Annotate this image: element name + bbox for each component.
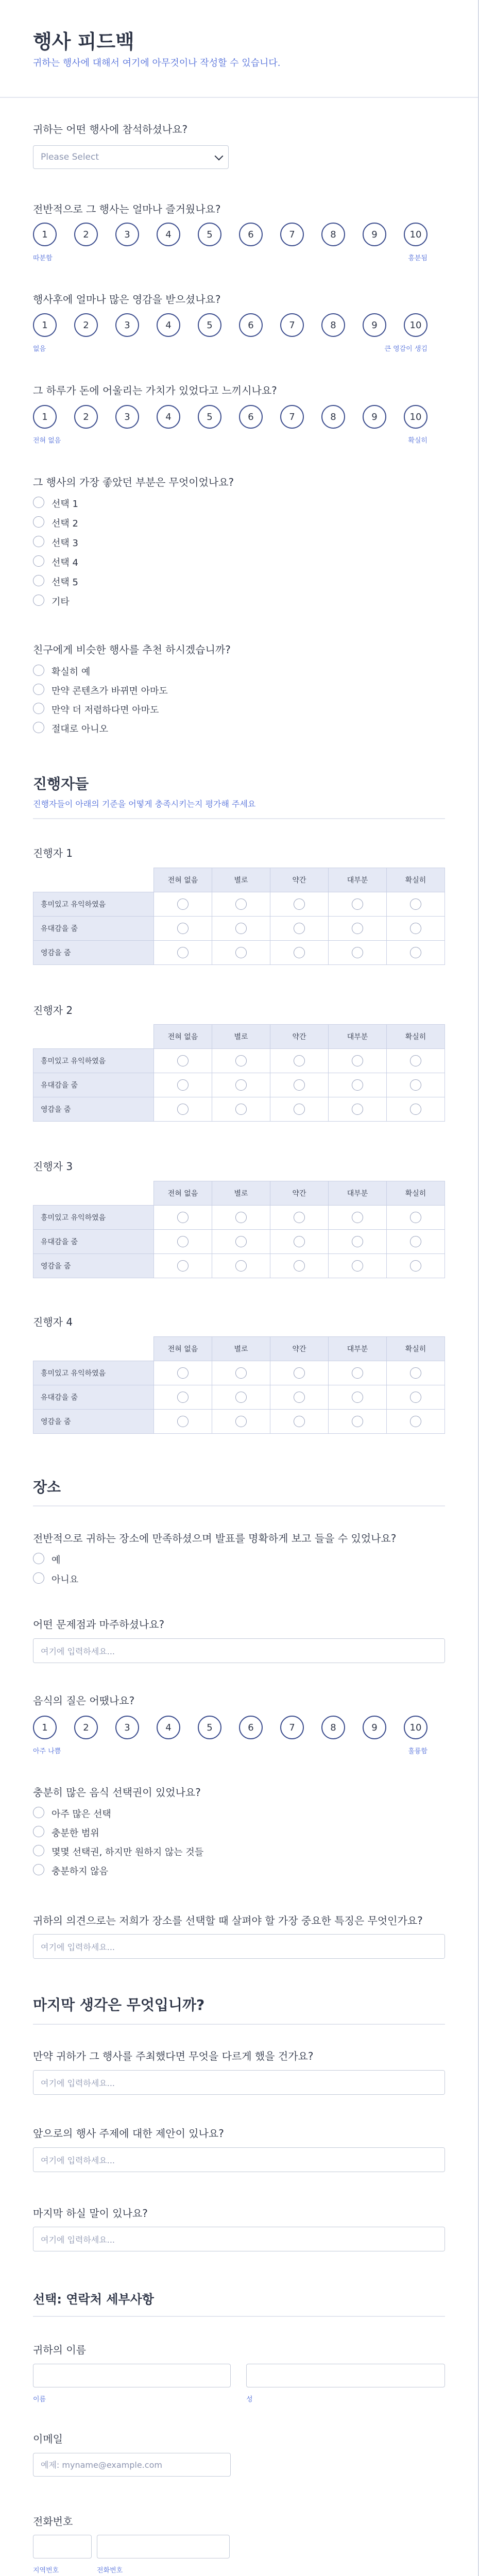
phone-number-input[interactable] [97, 2535, 230, 2558]
matrix-cell[interactable] [270, 1230, 329, 1254]
radio-button[interactable] [33, 1553, 44, 1564]
radio-button[interactable] [177, 1079, 189, 1091]
radio-button[interactable] [33, 665, 44, 676]
radio-button[interactable] [410, 1367, 421, 1379]
matrix-cell[interactable] [212, 1361, 270, 1385]
event-question-label: 귀하는 어떤 행사에 참석하셨나요? [33, 123, 188, 135]
rating-option[interactable]: 9 [363, 313, 386, 337]
matrix-row [33, 941, 445, 965]
matrix-row-label: 흥미있고 유익하였음 [33, 1049, 154, 1073]
matrix-row [33, 1230, 445, 1254]
matrix-row [33, 1361, 445, 1385]
email-label: 이메일 [33, 2433, 63, 2445]
matrix-cell[interactable] [212, 1049, 270, 1073]
speaker-title: 진행자 2 [33, 1004, 73, 1016]
enjoy-scale-max: 흥분됨 [408, 255, 427, 262]
radio-button[interactable] [352, 947, 363, 958]
matrix-cell[interactable] [212, 1206, 270, 1230]
form-card: 행사 피드백 귀하는 행사에 대해서 여기에 아무것이나 작성할 수 있습니다. 귀하는 어떤 행사에 참석하셨나요? Please Select 전반적으로 그 행사는 얼마나 즐거웠나요? 1 2 3 4 5 6 7 8 9 10 따분함 흥분됨 행사후에 얼마나 많은 영감을 받으셨나요? 1 2 3 4 5 6 7 8 9 10 없음 큰 영감이 생김 그 하루가 돈에 어울리는 가치가 있었다고 느끼시나요? 1 2 3 4 5 6 7 8 9 10 전혀 없음 확실히 그 행사의 가장 좋았던 부분은 무엇이었나요? 선택 1 선택 2 선택 3 선택 4 선택 5 기타 친구에게 비슷한 행사를 추천 하시겠습니까? 확실히 예 만약 콘텐츠가 바뀌면 아마도 만약 더 저렴하다면 아마도 절대로 아니오 진행자들 진행자들이 아래의 기준을 어떻게 충족시키는지 평가해 주세요 진행자 1 전혀 없음 별로 약간 대부분 확실히 흥미있고 유익하였음 유대감을 줌 영감을 줌 진행자 2 전혀 없음 별로 약간 대부분 확실히 흥미있고 유익하였음 유대감을 줌 영감을 줌 진행자 3 전혀 없음 별로 약간 대부분 확실히 흥미있고 유익하였음 유대감을 줌 영감을 줌 진행자 4 전혀 없음 별로 약간 대부분 확실히 흥미있고 유익하였음 유대감을 줌 영감을 줌 장소 전반적으로 귀하는 장소에 만족하셨으며 발표를 명확하게 보고 들을 수 있었나요? 예 아니요 어떤 문제점과 마주하셨나요? 여기에 입력하세요... 음식의 질은 어땠나요? 1 2 3 4 5 6 7 8 9 10 아주 나쁨 훌륭함 충분히 많은 음식 선택권이 있었나요? 아주 많은 선택 충분한 범위 몇몇 선택권, 하지만 원하지 않는 것들 충분하지 않음 귀하의 의견으로는 저희가 장소를 선택할 때 살펴야 할 가장 중요한 특징은 무엇인가요? 여기에 입력하세요... 마지막 생각은 무엇입니까? 만약 귀하가 그 행사를 주최했다면 무엇을 다르게 했을 건가요? 여기에 입력하세요... 앞으로의 행사 주제에 대한 제안이 있나요? 여기에 입력하세요... 마지막 하실 말이 있나요? 여기에 입력하세요... 선택: 연락처 세부사항 귀하의 이름 이름 성 이메일 예제: myname@example.com 전화번호 지역번호 전화번호 [0, 0, 479, 2576]
final-topics-question-label: 앞으로의 행사 주제에 대한 제안이 있나요? [33, 2127, 224, 2140]
matrix-column-header: 약간 [270, 868, 329, 892]
rating-option[interactable]: 3 [115, 223, 139, 246]
final-section-title: 마지막 생각은 무엇입니까? [33, 1996, 205, 2013]
radio-button[interactable] [177, 899, 189, 910]
radio-button[interactable] [410, 1392, 421, 1403]
matrix-row-label: 흥미있고 유익하였음 [33, 1361, 154, 1385]
matrix-corner [33, 868, 154, 892]
matrix-cell[interactable] [154, 1361, 212, 1385]
radio-button[interactable] [410, 1416, 421, 1427]
recommend-question-label: 친구에게 비슷한 행사를 추천 하시겠습니까? [33, 643, 231, 656]
matrix-column-header: 전혀 없음 [154, 868, 212, 892]
matrix-cell[interactable] [387, 1385, 445, 1410]
matrix-cell[interactable] [387, 892, 445, 917]
rating-option[interactable]: 4 [157, 313, 180, 337]
matrix-cell[interactable] [270, 1254, 329, 1278]
matrix-cell[interactable] [387, 1206, 445, 1230]
radio-button[interactable] [235, 1079, 247, 1091]
radio-button[interactable] [352, 1212, 363, 1223]
rating-option[interactable]: 6 [239, 223, 263, 246]
matrix-row-label: 영감을 줌 [33, 1254, 154, 1278]
radio-button[interactable] [235, 1212, 247, 1223]
rating-option[interactable]: 4 [157, 405, 180, 429]
rating-option[interactable]: 10 [404, 313, 427, 337]
matrix-cell[interactable] [387, 1097, 445, 1122]
form-subtitle: 귀하는 행사에 대해서 여기에 아무것이나 작성할 수 있습니다. [33, 58, 281, 69]
matrix-cell[interactable] [212, 1230, 270, 1254]
rating-option[interactable]: 2 [74, 223, 98, 246]
speaker-matrix [33, 1181, 445, 1278]
rating-option[interactable]: 10 [404, 223, 427, 246]
rating-option[interactable]: 6 [239, 405, 263, 429]
matrix-column-header: 확실히 [387, 1025, 445, 1049]
matrix-row-label: 영감을 줌 [33, 941, 154, 965]
matrix-cell[interactable] [154, 1385, 212, 1410]
radio-button[interactable] [352, 1236, 363, 1247]
rating-option[interactable]: 7 [280, 405, 304, 429]
radio-button[interactable] [33, 555, 44, 567]
rating-option[interactable]: 8 [321, 313, 345, 337]
final-last-textarea[interactable] [33, 2227, 445, 2251]
radio-button[interactable] [352, 1367, 363, 1379]
value-scale [33, 405, 430, 430]
radio-button[interactable] [33, 516, 44, 528]
matrix-row [33, 1206, 445, 1230]
rating-option[interactable]: 5 [198, 313, 221, 337]
rating-option[interactable]: 2 [74, 1716, 98, 1739]
radio-button[interactable] [410, 923, 421, 934]
matrix-cell[interactable] [329, 1361, 387, 1385]
matrix-cell[interactable] [212, 1254, 270, 1278]
rating-option[interactable]: 5 [198, 223, 221, 246]
radio-button[interactable] [177, 1260, 189, 1272]
final-last-question-label: 마지막 하실 말이 있나요? [33, 2207, 148, 2219]
enjoy-scale-min: 따분함 [33, 255, 53, 262]
radio-button[interactable] [294, 1212, 305, 1223]
chevron-down-icon [215, 152, 224, 161]
matrix-column-header: 전혀 없음 [154, 1025, 212, 1049]
rating-option[interactable]: 8 [321, 223, 345, 246]
radio-button[interactable] [33, 684, 44, 695]
rating-option[interactable]: 3 [115, 1716, 139, 1739]
phone-label: 전화번호 [33, 2515, 73, 2528]
radio-button[interactable] [235, 947, 247, 958]
inspire-scale [33, 313, 430, 338]
matrix-cell[interactable] [154, 892, 212, 917]
radio-button[interactable] [352, 1079, 363, 1091]
speaker-matrix [33, 868, 445, 965]
rating-option[interactable]: 6 [239, 1716, 263, 1739]
matrix-column-header: 별로 [212, 1337, 270, 1361]
header-divider [0, 97, 478, 98]
matrix-column-header: 대부분 [329, 1181, 387, 1206]
radio-button[interactable] [177, 947, 189, 958]
last-name-sublabel: 성 [246, 2396, 253, 2403]
event-select[interactable] [33, 145, 229, 169]
radio-button[interactable] [410, 1055, 421, 1066]
matrix-cell[interactable] [329, 892, 387, 917]
matrix-row [33, 917, 445, 941]
matrix-row-label: 유대감을 줌 [33, 1385, 154, 1410]
venue-issues-question-label: 어떤 문제점과 마주하셨나요? [33, 1618, 165, 1631]
radio-button[interactable] [235, 1260, 247, 1272]
speaker-title: 진행자 3 [33, 1160, 73, 1173]
inspire-question-label: 행사후에 얼마나 많은 영감을 받으셨나요? [33, 293, 221, 306]
value-scale-min: 전혀 없음 [33, 437, 61, 445]
rating-option[interactable]: 2 [74, 313, 98, 337]
radio-button[interactable] [294, 1055, 305, 1066]
rating-option[interactable]: 1 [33, 313, 57, 337]
matrix-cell[interactable] [154, 917, 212, 941]
radio-button[interactable] [33, 595, 44, 606]
radio-button[interactable] [177, 1055, 189, 1066]
inspire-scale-max: 큰 영감이 생김 [384, 345, 427, 353]
matrix-cell[interactable] [270, 1049, 329, 1073]
radio-button[interactable] [410, 1236, 421, 1247]
rating-option[interactable]: 5 [198, 405, 221, 429]
radio-button[interactable] [235, 1236, 247, 1247]
speaker-matrix [33, 1336, 445, 1434]
radio-button[interactable] [410, 947, 421, 958]
matrix-cell[interactable] [154, 941, 212, 965]
value-scale-max: 확실히 [408, 437, 427, 445]
event-select-placeholder: Please Select [41, 152, 99, 162]
enjoy-scale [33, 223, 430, 247]
radio-button[interactable] [33, 1807, 44, 1818]
area-code-sublabel: 지역번호 [33, 2567, 59, 2574]
matrix-cell[interactable] [329, 1254, 387, 1278]
food-scale-max: 훌륭함 [408, 1748, 427, 1755]
speaker-title: 진행자 4 [33, 1316, 73, 1328]
enjoy-question-label: 전반적으로 그 행사는 얼마나 즐거웠나요? [33, 203, 221, 215]
radio-button[interactable] [352, 899, 363, 910]
matrix-column-header: 별로 [212, 1181, 270, 1206]
radio-button[interactable] [33, 1845, 44, 1856]
matrix-cell[interactable] [212, 892, 270, 917]
venue-section-title: 장소 [33, 1479, 61, 1496]
radio-button[interactable] [235, 923, 247, 934]
matrix-cell[interactable] [154, 1097, 212, 1122]
rating-option[interactable]: 9 [363, 223, 386, 246]
matrix-cell[interactable] [270, 941, 329, 965]
matrix-corner [33, 1181, 154, 1206]
matrix-cell[interactable] [154, 1073, 212, 1097]
radio-button[interactable] [410, 1079, 421, 1091]
matrix-cell[interactable] [212, 917, 270, 941]
radio-button[interactable] [352, 1055, 363, 1066]
matrix-cell[interactable] [154, 1254, 212, 1278]
matrix-cell[interactable] [154, 1230, 212, 1254]
matrix-column-header: 전혀 없음 [154, 1181, 212, 1206]
matrix-row [33, 892, 445, 917]
matrix-column-header: 대부분 [329, 1337, 387, 1361]
matrix-row [33, 1073, 445, 1097]
radio-button[interactable] [33, 536, 44, 547]
radio-button[interactable] [294, 1367, 305, 1379]
radio-button[interactable] [177, 1416, 189, 1427]
matrix-cell[interactable] [329, 1073, 387, 1097]
radio-button[interactable] [294, 1079, 305, 1091]
speaker-title: 진행자 1 [33, 847, 73, 859]
radio-button[interactable] [410, 899, 421, 910]
radio-button[interactable] [33, 575, 44, 586]
radio-button[interactable] [33, 1572, 44, 1584]
rating-option[interactable]: 3 [115, 405, 139, 429]
best-part-question-label: 그 행사의 가장 좋았던 부분은 무엇이었나요? [33, 476, 234, 488]
matrix-column-header: 약간 [270, 1025, 329, 1049]
radio-button[interactable] [352, 1416, 363, 1427]
matrix-row [33, 1385, 445, 1410]
radio-button[interactable] [294, 947, 305, 958]
matrix-cell[interactable] [270, 1073, 329, 1097]
final-change-question-label: 만약 귀하가 그 행사를 주최했다면 무엇을 다르게 했을 건가요? [33, 2050, 314, 2062]
inspire-scale-min: 없음 [33, 345, 46, 353]
radio-button[interactable] [33, 1826, 44, 1837]
radio-button[interactable] [177, 923, 189, 934]
matrix-cell[interactable] [270, 1206, 329, 1230]
radio-button[interactable] [33, 703, 44, 714]
venue-hear-question-label: 전반적으로 귀하는 장소에 만족하셨으며 발표를 명확하게 보고 들을 수 있었나요? [33, 1532, 397, 1545]
radio-button[interactable] [410, 1212, 421, 1223]
matrix-corner [33, 1025, 154, 1049]
matrix-column-header: 약간 [270, 1181, 329, 1206]
rating-option[interactable]: 7 [280, 223, 304, 246]
matrix-row-label: 유대감을 줌 [33, 1230, 154, 1254]
rating-option[interactable]: 1 [33, 1716, 57, 1739]
venue-feature-textarea[interactable] [33, 1934, 445, 1959]
food-quality-scale [33, 1716, 430, 1740]
matrix-column-header: 확실히 [387, 1181, 445, 1206]
radio-button[interactable] [33, 722, 44, 733]
matrix-cell[interactable] [329, 917, 387, 941]
speakers-section-subtitle: 진행자들이 아래의 기준을 어떻게 충족시키는지 평가해 주세요 [33, 799, 256, 809]
radio-button[interactable] [294, 1104, 305, 1115]
matrix-row-label: 흥미있고 유익하였음 [33, 1206, 154, 1230]
venue-issues-textarea[interactable] [33, 1638, 445, 1663]
contact-section-title: 선택: 연락처 세부사항 [33, 2292, 154, 2307]
matrix-row-label: 영감을 줌 [33, 1097, 154, 1122]
matrix-cell[interactable] [270, 1410, 329, 1434]
rating-option[interactable]: 2 [74, 405, 98, 429]
matrix-cell[interactable] [387, 941, 445, 965]
radio-button[interactable] [177, 1367, 189, 1379]
radio-button[interactable] [33, 497, 44, 508]
venue-feature-question-label: 귀하의 의견으로는 저희가 장소를 선택할 때 살펴야 할 가장 중요한 특징은 무엇인가요? [33, 1914, 423, 1927]
matrix-cell[interactable] [270, 1097, 329, 1122]
radio-button[interactable] [33, 1864, 44, 1875]
matrix-column-header: 확실히 [387, 868, 445, 892]
matrix-column-header: 전혀 없음 [154, 1337, 212, 1361]
radio-button[interactable] [177, 1212, 189, 1223]
matrix-cell[interactable] [387, 1230, 445, 1254]
rating-option[interactable]: 3 [115, 313, 139, 337]
matrix-row [33, 1410, 445, 1434]
radio-button[interactable] [235, 1055, 247, 1066]
matrix-cell[interactable] [212, 1097, 270, 1122]
matrix-cell[interactable] [329, 1206, 387, 1230]
radio-button[interactable] [352, 1104, 363, 1115]
matrix-row-label: 유대감을 줌 [33, 917, 154, 941]
speaker-matrix [33, 1024, 445, 1122]
rating-option[interactable]: 5 [198, 1716, 221, 1739]
food-quality-question-label: 음식의 질은 어땠나요? [33, 1694, 135, 1707]
form-title: 행사 피드백 [33, 30, 134, 53]
food-scale-min: 아주 나쁨 [33, 1748, 61, 1755]
radio-button[interactable] [235, 1104, 247, 1115]
matrix-row [33, 1049, 445, 1073]
matrix-cell[interactable] [329, 1097, 387, 1122]
last-name-input[interactable] [246, 2364, 445, 2387]
matrix-cell[interactable] [270, 1361, 329, 1385]
matrix-cell[interactable] [212, 1410, 270, 1434]
matrix-row-label: 흥미있고 유익하였음 [33, 892, 154, 917]
matrix-cell[interactable] [329, 1049, 387, 1073]
matrix-column-header: 대부분 [329, 1025, 387, 1049]
matrix-column-header: 별로 [212, 868, 270, 892]
radio-button[interactable] [352, 1392, 363, 1403]
matrix-cell[interactable] [387, 1073, 445, 1097]
rating-option[interactable]: 8 [321, 1716, 345, 1739]
email-input[interactable] [33, 2453, 231, 2477]
contact-section-divider [33, 2316, 445, 2317]
area-code-input[interactable] [33, 2535, 92, 2558]
matrix-column-header: 약간 [270, 1337, 329, 1361]
rating-option[interactable]: 6 [239, 313, 263, 337]
matrix-cell[interactable] [154, 1410, 212, 1434]
matrix-cell[interactable] [387, 917, 445, 941]
matrix-cell[interactable] [270, 1385, 329, 1410]
matrix-cell[interactable] [154, 1206, 212, 1230]
rating-option[interactable]: 10 [404, 405, 427, 429]
matrix-column-header: 확실히 [387, 1337, 445, 1361]
matrix-cell[interactable] [329, 941, 387, 965]
rating-option[interactable]: 7 [280, 313, 304, 337]
radio-button[interactable] [235, 1416, 247, 1427]
speakers-section-divider [33, 818, 445, 819]
venue-section-divider [33, 1505, 445, 1506]
matrix-row-label: 영감을 줌 [33, 1410, 154, 1434]
matrix-cell[interactable] [212, 1073, 270, 1097]
rating-option[interactable]: 4 [157, 1716, 180, 1739]
radio-button[interactable] [294, 899, 305, 910]
matrix-cell[interactable] [270, 892, 329, 917]
matrix-cell[interactable] [212, 941, 270, 965]
rating-option[interactable]: 4 [157, 223, 180, 246]
matrix-cell[interactable] [387, 1410, 445, 1434]
matrix-row [33, 1097, 445, 1122]
radio-button[interactable] [294, 923, 305, 934]
radio-button[interactable] [294, 1416, 305, 1427]
radio-button[interactable] [352, 1260, 363, 1272]
matrix-cell[interactable] [154, 1049, 212, 1073]
rating-option[interactable]: 9 [363, 1716, 386, 1739]
rating-option[interactable]: 1 [33, 405, 57, 429]
matrix-cell[interactable] [387, 1361, 445, 1385]
first-name-sublabel: 이름 [33, 2396, 46, 2403]
rating-option[interactable]: 1 [33, 223, 57, 246]
radio-button[interactable] [235, 1392, 247, 1403]
matrix-cell[interactable] [270, 917, 329, 941]
matrix-corner [33, 1337, 154, 1361]
radio-button[interactable] [294, 1236, 305, 1247]
speakers-section-title: 진행자들 [33, 775, 89, 792]
matrix-column-header: 대부분 [329, 868, 387, 892]
radio-button[interactable] [352, 923, 363, 934]
matrix-cell[interactable] [329, 1230, 387, 1254]
final-topics-textarea[interactable] [33, 2147, 445, 2172]
matrix-row-label: 유대감을 줌 [33, 1073, 154, 1097]
matrix-cell[interactable] [212, 1385, 270, 1410]
matrix-row [33, 1254, 445, 1278]
food-choice-question-label: 충분히 많은 음식 선택권이 있었나요? [33, 1786, 201, 1799]
radio-button[interactable] [235, 899, 247, 910]
final-change-textarea[interactable] [33, 2070, 445, 2095]
matrix-cell[interactable] [387, 1254, 445, 1278]
matrix-cell[interactable] [387, 1049, 445, 1073]
radio-button[interactable] [177, 1236, 189, 1247]
final-section-divider [33, 2024, 445, 2025]
radio-button[interactable] [177, 1392, 189, 1403]
radio-button[interactable] [410, 1260, 421, 1272]
radio-button[interactable] [294, 1260, 305, 1272]
matrix-cell[interactable] [329, 1385, 387, 1410]
name-label: 귀하의 이름 [33, 2344, 86, 2356]
rating-option[interactable]: 9 [363, 405, 386, 429]
matrix-column-header: 별로 [212, 1025, 270, 1049]
phone-number-sublabel: 전화번호 [97, 2567, 123, 2574]
value-question-label: 그 하루가 돈에 어울리는 가치가 있었다고 느끼시나요? [33, 384, 277, 397]
radio-button[interactable] [177, 1104, 189, 1115]
rating-option[interactable]: 7 [280, 1716, 304, 1739]
radio-button[interactable] [410, 1104, 421, 1115]
first-name-input[interactable] [33, 2364, 231, 2387]
radio-button[interactable] [294, 1392, 305, 1403]
matrix-cell[interactable] [329, 1410, 387, 1434]
radio-button[interactable] [235, 1367, 247, 1379]
rating-option[interactable]: 8 [321, 405, 345, 429]
rating-option[interactable]: 10 [404, 1716, 427, 1739]
